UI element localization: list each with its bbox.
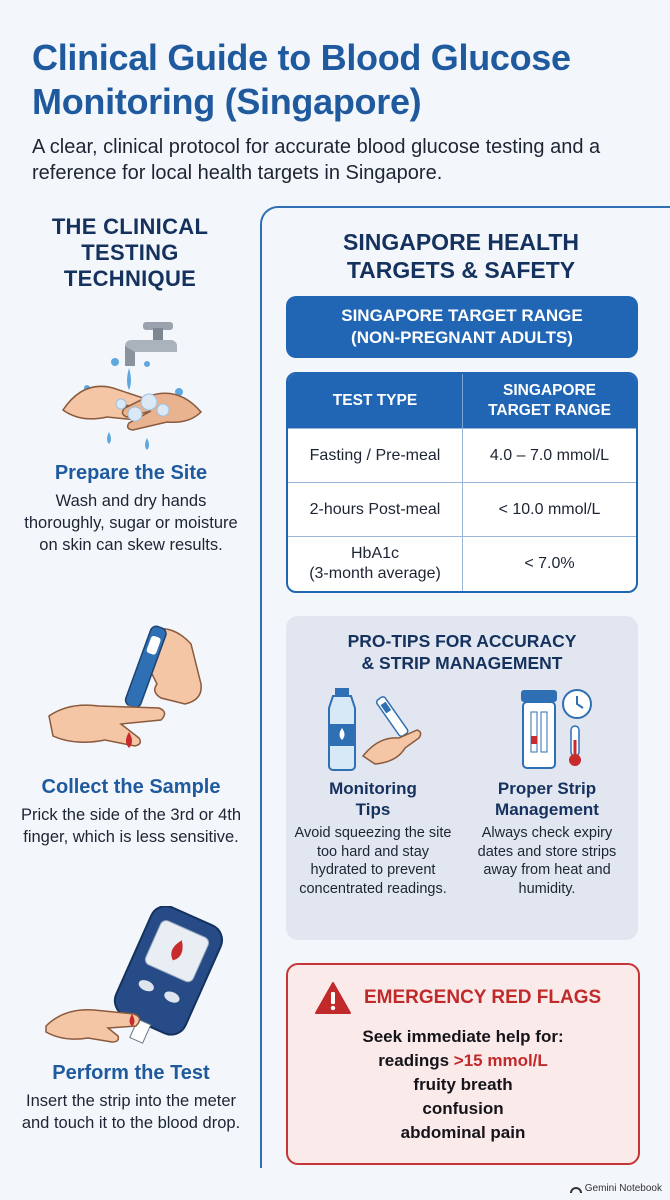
tip-strip-management xyxy=(462,686,632,898)
emergency-red-flags-box xyxy=(286,963,640,1165)
emergency-item: abdominal pain xyxy=(400,1123,526,1142)
step-perform-test xyxy=(20,906,242,1134)
step-title: Prepare the Site xyxy=(54,462,208,484)
emergency-intro: Seek immediate help for: xyxy=(362,1027,564,1046)
target-range-cell: < 10.0 mmol/L xyxy=(462,482,636,536)
table-row xyxy=(288,536,636,591)
column-header-line-1: SINGAPORE xyxy=(502,382,596,399)
step-text: Prick the side of the 3rd or 4th finger, which is less sensitive. xyxy=(20,806,242,846)
step-text: Insert the strip into the meter and touch it to the blood drop. xyxy=(21,1092,241,1132)
warning-triangle-icon xyxy=(314,981,352,1015)
banner-line-2: (NON-PREGNANT ADULTS) xyxy=(351,328,573,347)
step-collect-sample xyxy=(20,620,242,848)
tip-text: Always check expiry dates and store strips away from heat and humidity. xyxy=(477,825,617,897)
pro-tips-box xyxy=(286,616,638,940)
test-type-cell: Fasting / Pre-meal xyxy=(288,428,462,482)
tip-monitoring xyxy=(288,686,458,898)
footer-brand xyxy=(570,1183,662,1194)
emergency-item: confusion xyxy=(422,1099,504,1118)
tip-title-line-1: Monitoring xyxy=(329,779,417,798)
pro-tips-title-line-2: & STRIP MANAGEMENT xyxy=(361,653,563,673)
tip-title-line-2: Tips xyxy=(355,800,391,819)
step-title: Perform the Test xyxy=(52,1062,210,1084)
target-range-table xyxy=(286,372,638,593)
reading-value: >15 mmol/L xyxy=(453,1051,548,1070)
footer-brand-text: Gemini Notebook xyxy=(584,1183,662,1194)
table-row xyxy=(288,428,636,482)
tip-title-line-2: Management xyxy=(495,800,599,819)
column-header-line-2: TARGET RANGE xyxy=(488,402,611,419)
table-header-row xyxy=(288,374,636,428)
lancet-finger-icon xyxy=(41,620,221,770)
test-type-line-2: (3-month average) xyxy=(309,565,441,582)
strip-vial-icon xyxy=(497,686,597,772)
test-type-cell: 2-hours Post-meal xyxy=(288,482,462,536)
column-header-target-range xyxy=(462,374,636,428)
pro-tips-title-line-1: PRO-TIPS FOR ACCURACY xyxy=(347,631,577,651)
step-text: Wash and dry hands thoroughly, sugar or moisture on skin can skew results. xyxy=(24,492,238,554)
emergency-title: EMERGENCY RED FLAGS xyxy=(364,987,602,1008)
target-range-cell: < 7.0% xyxy=(462,536,636,591)
tip-title xyxy=(288,778,458,820)
emergency-body xyxy=(288,1025,638,1145)
tip-title-line-1: Proper Strip xyxy=(497,779,597,798)
emergency-item: fruity breath xyxy=(413,1075,513,1094)
page-subtitle: A clear, clinical protocol for accurate blood glucose testing and a reference for local health targets in Singapore. xyxy=(32,136,601,184)
table-row xyxy=(288,482,636,536)
page-title: Clinical Guide to Blood Glucose Monitoring (Singapore) xyxy=(32,37,571,122)
test-type-cell xyxy=(288,536,462,591)
test-type-line-1: HbA1c xyxy=(350,545,400,562)
tip-title xyxy=(462,778,632,820)
gemini-logo-icon xyxy=(570,1184,582,1194)
column-header-test-type: TEST TYPE xyxy=(288,374,462,428)
reading-prefix: readings xyxy=(378,1051,450,1070)
glucose-meter-icon xyxy=(36,906,226,1056)
technique-heading: THE CLINICAL TESTING TECHNIQUE xyxy=(51,214,209,291)
target-range-cell: 4.0 – 7.0 mmol/L xyxy=(462,428,636,482)
tip-text: Avoid squeezing the site too hard and stay hydrated to prevent concentrated readings. xyxy=(294,825,452,897)
step-prepare-site xyxy=(20,314,242,556)
pro-tips-title xyxy=(286,630,638,674)
emergency-header xyxy=(314,981,601,1015)
water-bottle-icon xyxy=(323,686,423,772)
banner-line-1: SINGAPORE TARGET RANGE xyxy=(341,306,583,325)
targets-heading: SINGAPORE HEALTH TARGETS & SAFETY xyxy=(343,229,579,283)
hand-washing-icon xyxy=(51,314,211,456)
emergency-reading xyxy=(288,1049,638,1073)
target-range-banner xyxy=(286,296,638,358)
step-title: Collect the Sample xyxy=(41,776,221,798)
